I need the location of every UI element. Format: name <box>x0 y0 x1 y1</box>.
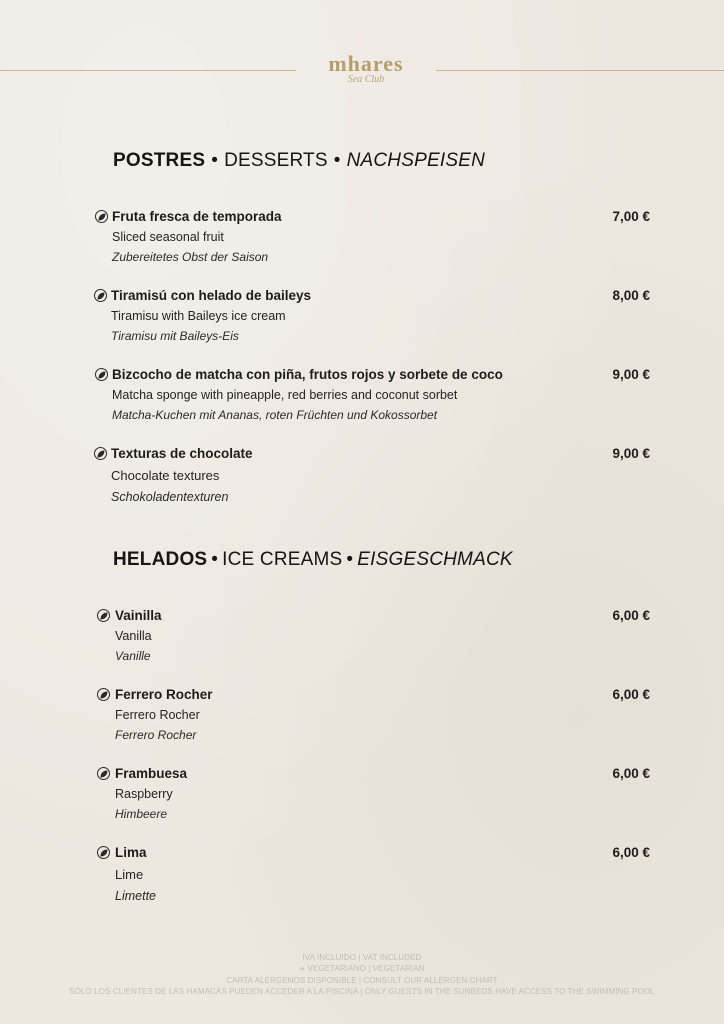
vegetarian-leaf-icon <box>94 289 107 302</box>
footer-vegetarian-text: VEGETARIANO | VEGETARIAN <box>307 964 425 973</box>
vegetarian-leaf-icon <box>94 447 107 460</box>
item-price: 6,00 € <box>612 845 650 860</box>
item-price: 9,00 € <box>612 367 650 382</box>
logo <box>296 52 436 86</box>
title-de: EISGESCHMACK <box>357 549 513 570</box>
item-german: Ferrero Rocher <box>115 728 197 742</box>
vegetarian-leaf-icon <box>95 368 108 381</box>
vegetarian-leaf-icon <box>95 210 108 223</box>
title-de: NACHSPEISEN <box>346 150 485 171</box>
item-german: Zubereitetes Obst der Saison <box>112 250 269 264</box>
item-price: 7,00 € <box>612 209 650 224</box>
item-english: Ferrero Rocher <box>115 708 200 722</box>
title-separator: • <box>346 549 354 570</box>
footer-vegetarian-legend <box>0 963 724 975</box>
footer-allergen-note: CARTA ALÉRGENOS DISPONIBLE | CONSULT OUR ALLERGEN CHART <box>226 976 498 985</box>
brand-name: mhares <box>328 51 404 76</box>
footer <box>0 952 724 997</box>
item-english: Matcha sponge with pineapple, red berries and coconut sorbet <box>112 388 458 402</box>
item-english: Vanilla <box>115 629 152 643</box>
title-separator: • <box>211 549 219 570</box>
header-rule-left <box>0 70 296 71</box>
item-german: Matcha-Kuchen mit Ananas, roten Früchten und Kokossorbet <box>112 408 438 422</box>
title-en: DESSERTS <box>224 150 328 171</box>
item-german: Himbeere <box>115 807 168 821</box>
item-price: 8,00 € <box>612 288 650 303</box>
section-title-desserts <box>113 150 485 172</box>
footer-vat-note: IVA INCLUIDO | VAT INCLUDED <box>302 953 422 962</box>
header-rule-right <box>436 70 724 71</box>
vegetarian-leaf-icon <box>97 688 110 701</box>
item-german: Tiramisu mit Baileys-Eis <box>111 329 239 343</box>
item-name: Frambuesa <box>115 766 188 781</box>
brand-subtitle: Sea Club <box>347 74 385 85</box>
title-es: POSTRES <box>113 150 206 171</box>
item-name: Bizcocho de matcha con piña, frutos rojos y sorbete de coco <box>112 367 503 382</box>
title-en: ICE CREAMS <box>222 549 343 570</box>
item-name: Ferrero Rocher <box>115 687 213 702</box>
item-name: Vainilla <box>115 608 162 623</box>
item-english: Lime <box>115 867 144 882</box>
section-title-icecreams <box>113 549 513 571</box>
vegetarian-leaf-icon <box>97 609 110 622</box>
item-price: 6,00 € <box>612 766 650 781</box>
item-german: Vanille <box>115 649 151 663</box>
item-name: Fruta fresca de temporada <box>112 209 282 224</box>
item-name: Tiramisú con helado de baileys <box>111 288 312 303</box>
item-english: Sliced seasonal fruit <box>112 230 224 244</box>
vegetarian-leaf-icon <box>97 767 110 780</box>
item-english: Chocolate textures <box>111 468 220 483</box>
header <box>0 52 724 92</box>
item-german: Schokoladentexturen <box>111 490 229 504</box>
title-separator: • <box>333 150 341 171</box>
item-german: Limette <box>115 889 156 903</box>
vegetarian-leaf-icon <box>97 846 110 859</box>
item-price: 9,00 € <box>612 446 650 461</box>
title-separator: • <box>211 150 219 171</box>
item-price: 6,00 € <box>612 687 650 702</box>
vegetarian-leaf-icon: ❧ <box>299 966 306 973</box>
item-price: 6,00 € <box>612 608 650 623</box>
item-english: Raspberry <box>115 787 173 801</box>
item-english: Tiramisu with Baileys ice cream <box>111 309 286 323</box>
item-name: Lima <box>115 845 147 860</box>
footer-pool-note: SÓLO LOS CLIENTES DE LAS HAMACAS PUEDEN ACCEDER A LA PISCINA | ONLY GUESTS IN THE SUNBEDS HAVE ACCESS TO THE SWIMMING POOL <box>69 987 655 996</box>
title-es: HELADOS <box>113 549 208 570</box>
item-name: Texturas de chocolate <box>111 446 253 461</box>
